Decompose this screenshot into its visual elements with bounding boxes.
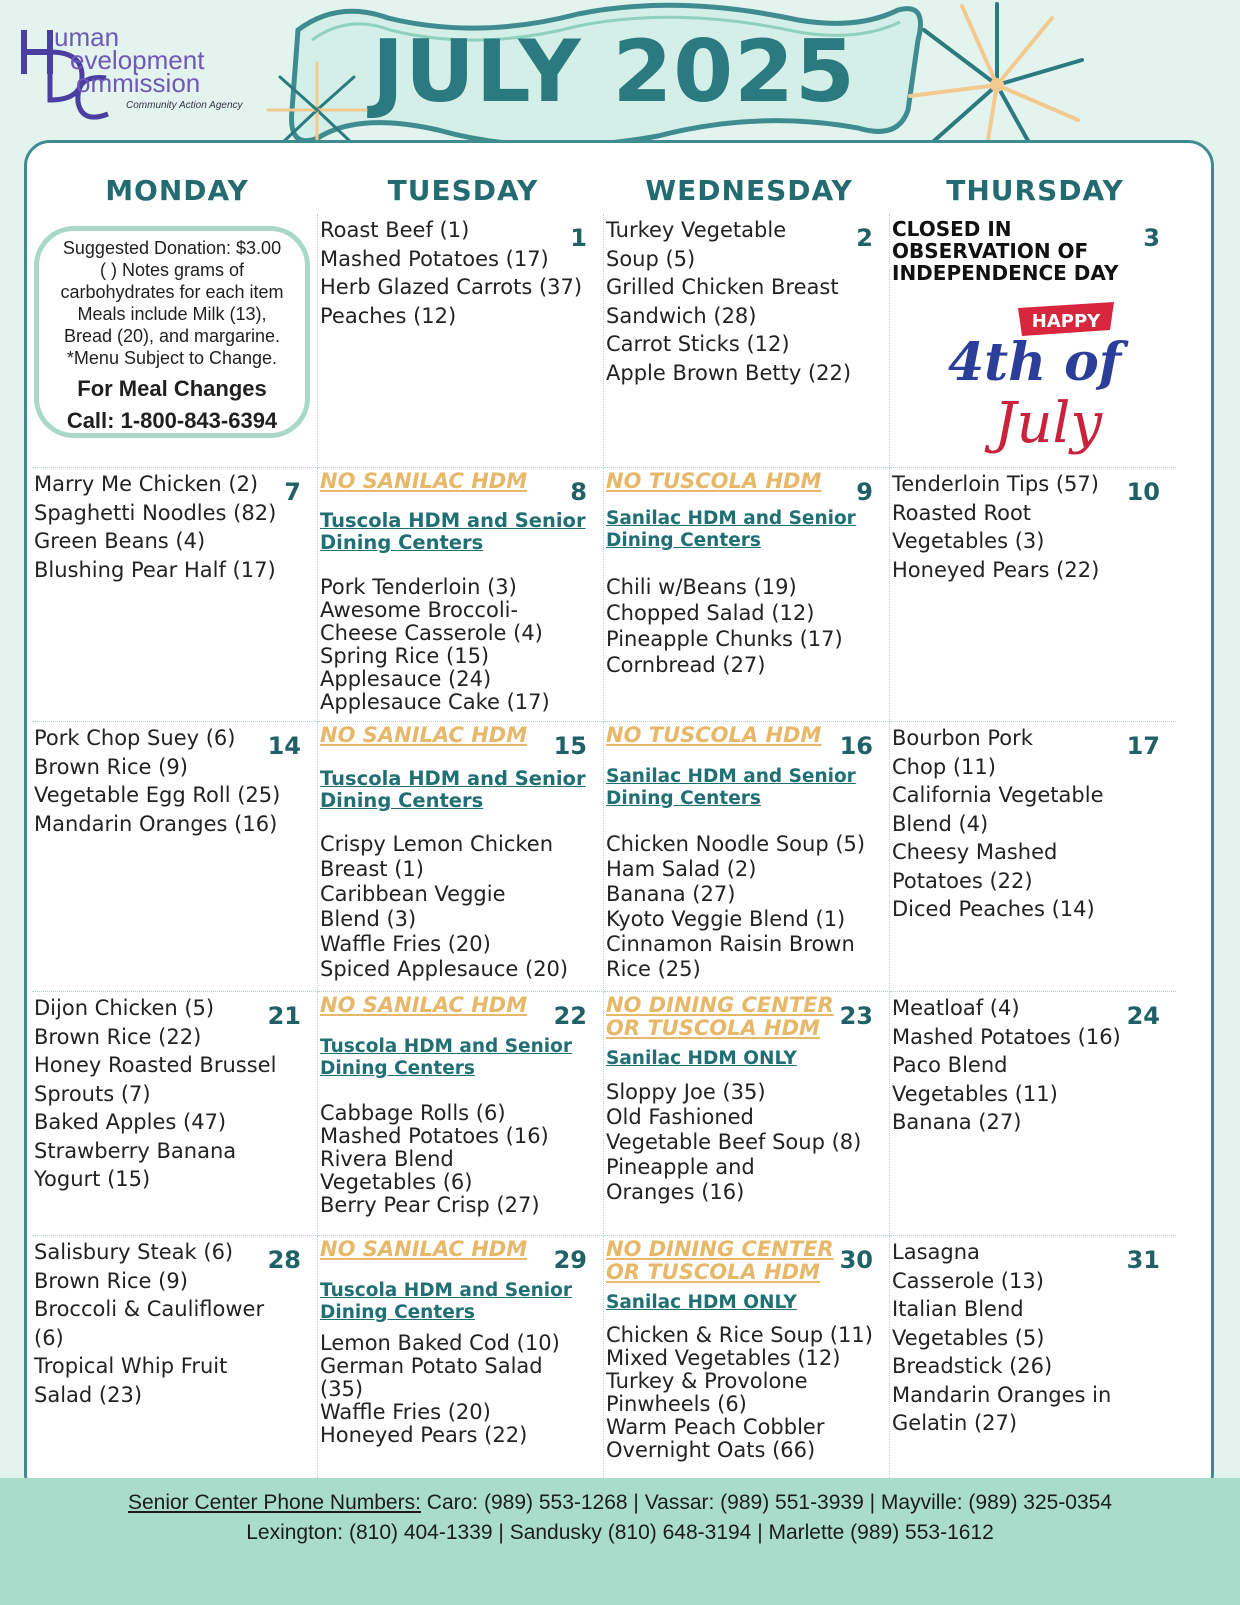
info-line: Meals include Milk (13), xyxy=(77,304,267,324)
service-line: Sanilac HDM and Senior xyxy=(606,508,856,529)
menu-item: Grilled Chicken Breast xyxy=(606,275,839,299)
closed-line: INDEPENDENCE DAY xyxy=(892,261,1119,285)
day-header-thursday: THURSDAY xyxy=(946,174,1124,207)
menu-item: Vegetable Beef Soup (8) xyxy=(606,1130,862,1154)
menu-item: Awesome Broccoli- xyxy=(320,598,519,622)
day-number: 8 xyxy=(570,478,587,506)
menu-item: Overnight Oats (66) xyxy=(606,1438,816,1462)
menu-item: Spaghetti Noodles (82) xyxy=(34,500,277,525)
menu-items xyxy=(34,1238,311,1409)
footer-row-1 xyxy=(0,1488,1240,1518)
menu-items xyxy=(892,724,1170,924)
no-sanilac-notice: NO SANILAC HDM xyxy=(320,723,528,747)
page-title: JULY 2025 xyxy=(372,22,856,122)
menu-item: (35) xyxy=(320,1377,364,1401)
menu-item: Oranges (16) xyxy=(606,1180,745,1204)
menu-item: Chicken & Rice Soup (11) xyxy=(606,1323,873,1347)
menu-item: Salad (23) xyxy=(34,1382,143,1407)
service-line: Tuscola HDM and Senior xyxy=(320,1036,572,1057)
calendar-cell-jul-28 xyxy=(32,1236,318,1478)
menu-item: Mandarin Oranges (16) xyxy=(34,811,278,836)
calendar-cell-jul-22 xyxy=(318,992,604,1236)
service-line: Tuscola HDM and Senior xyxy=(320,767,586,790)
menu-item: Chili w/Beans (19) xyxy=(606,575,797,599)
day-number: 1 xyxy=(570,224,587,252)
closed-line: OBSERVATION OF xyxy=(892,239,1089,263)
menu-item: Pinwheels (6) xyxy=(606,1392,747,1416)
service-line: Sanilac HDM and Senior xyxy=(606,766,856,787)
info-line: Bread (20), and margarine. xyxy=(63,326,281,346)
menu-item: Turkey & Provolone xyxy=(606,1369,808,1393)
menu-item: Lemon Baked Cod (10) xyxy=(320,1331,560,1355)
menu-item: Paco Blend xyxy=(892,1053,1008,1077)
no-sanilac-notice: NO SANILAC HDM xyxy=(320,469,528,493)
menu-items xyxy=(892,470,1170,584)
day-number: 24 xyxy=(1126,1002,1160,1030)
menu-item: Diced Peaches (14) xyxy=(892,897,1095,921)
menu-item: Tenderloin Tips (57) xyxy=(892,472,1099,496)
menu-items xyxy=(606,216,883,387)
info-line: Suggested Donation: $3.00 xyxy=(62,238,282,258)
menu-item: Cinnamon Raisin Brown xyxy=(606,932,855,956)
calendar-cell-jul-14 xyxy=(32,722,318,992)
menu-item: Caribbean Veggie xyxy=(320,882,506,906)
menu-item: Herb Glazed Carrots (37) xyxy=(320,275,583,299)
happy-4th-of-july-graphic xyxy=(938,302,1138,462)
menu-item: Old Fashioned xyxy=(606,1105,754,1129)
menu-item: Honeyed Pears (22) xyxy=(892,557,1100,582)
menu-item: Cheese Casserole (4) xyxy=(320,621,543,645)
menu-item: California Vegetable xyxy=(892,783,1104,807)
info-line: *Menu Subject to Change. xyxy=(66,348,278,368)
notice-line: OR TUSCOLA HDM xyxy=(606,1016,820,1040)
service-line: Dining Centers xyxy=(320,531,484,554)
service-line: Dining Centers xyxy=(320,789,484,812)
notice-line: NO DINING CENTER xyxy=(606,993,834,1017)
menu-item: Mashed Potatoes (17) xyxy=(320,246,549,271)
day-number: 2 xyxy=(856,224,873,252)
menu-item: Carrot Sticks (12) xyxy=(606,332,790,356)
day-number: 29 xyxy=(553,1246,587,1274)
day-number: 21 xyxy=(267,1002,301,1030)
menu-item: Blend (3) xyxy=(320,907,417,931)
menu-item: Vegetables (3) xyxy=(892,529,1045,553)
sanilac-service-label xyxy=(606,508,856,552)
day-number: 31 xyxy=(1126,1246,1160,1274)
menu-item: Pineapple and xyxy=(606,1155,755,1179)
calendar-cell-jul-29 xyxy=(318,1236,604,1478)
menu-item: Marry Me Chicken (2) xyxy=(34,472,259,496)
menu-item: Waffle Fries (20) xyxy=(320,932,491,956)
calendar-cell-jul-23 xyxy=(604,992,890,1236)
menu-item: Green Beans (4) xyxy=(34,529,206,553)
menu-item: Italian Blend xyxy=(892,1297,1024,1321)
day-number: 16 xyxy=(839,732,873,760)
menu-item: Pork Chop Suey (6) xyxy=(34,726,236,750)
menu-item: Peaches (12) xyxy=(320,303,457,328)
calendar-cell-jul-21 xyxy=(32,992,318,1236)
menu-item: Applesauce (24) xyxy=(320,667,492,691)
day-number: 14 xyxy=(267,732,301,760)
calendar-cell-jul-10 xyxy=(890,468,1176,722)
no-dining-notice xyxy=(606,994,834,1040)
menu-items xyxy=(606,574,883,678)
menu-item: Breadstick (26) xyxy=(892,1354,1053,1378)
menu-item: Lasagna xyxy=(892,1240,980,1264)
logo-tagline: Community Action Agency xyxy=(126,100,243,111)
menu-item: Salisbury Steak (6) xyxy=(34,1240,234,1264)
no-sanilac-notice: NO SANILAC HDM xyxy=(320,1237,528,1261)
menu-item: Bourbon Pork xyxy=(892,726,1033,750)
menu-items xyxy=(606,1324,883,1462)
day-number: 22 xyxy=(553,1002,587,1030)
calendar-cell-jul-24 xyxy=(890,992,1176,1236)
calendar-cell-jul-17 xyxy=(890,722,1176,992)
menu-item: Mashed Potatoes (16) xyxy=(892,1024,1121,1049)
menu-item: Vegetables (5) xyxy=(892,1325,1045,1350)
art-text-july: July xyxy=(994,391,1103,456)
menu-item: Honeyed Pears (22) xyxy=(320,1423,528,1447)
menu-item: Vegetable Egg Roll (25) xyxy=(34,783,281,807)
menu-items xyxy=(892,994,1170,1137)
menu-item: Rivera Blend xyxy=(320,1147,454,1171)
day-number: 15 xyxy=(553,732,587,760)
menu-item: Rice (25) xyxy=(606,957,701,981)
footer-row-2: Lexington: (810) 404-1339 | Sandusky (810) 648-3194 | Marlette (989) 553-1612 xyxy=(246,1521,994,1544)
menu-items xyxy=(606,1080,883,1205)
day-header-tuesday: TUESDAY xyxy=(387,174,539,207)
day-number: 3 xyxy=(1143,224,1160,252)
footer-label: Senior Center Phone Numbers: xyxy=(127,1491,421,1514)
menu-item: Applesauce Cake (17) xyxy=(320,690,550,714)
menu-item: Breast (1) xyxy=(320,857,424,881)
day-header-wednesday: WEDNESDAY xyxy=(645,174,853,207)
tuscola-service-label xyxy=(320,510,586,554)
menu-item: Chopped Salad (12) xyxy=(606,601,815,625)
menu-item: Sloppy Joe (35) xyxy=(606,1080,766,1104)
menu-item: Tropical Whip Fruit xyxy=(34,1354,228,1378)
menu-items xyxy=(34,470,311,584)
menu-item: Waffle Fries (20) xyxy=(320,1400,491,1424)
menu-item: Roast Beef (1) xyxy=(320,218,470,242)
menu-item: Spiced Applesauce (20) xyxy=(320,957,569,981)
menu-item: Brown Rice (22) xyxy=(34,1024,202,1049)
art-text-happy: HAPPY xyxy=(1031,311,1101,332)
menu-item: Potatoes (22) xyxy=(892,868,1033,893)
day-header-monday: MONDAY xyxy=(105,174,249,207)
menu-item: Crispy Lemon Chicken xyxy=(320,832,554,856)
menu-item: Mashed Potatoes (16) xyxy=(320,1124,549,1148)
menu-item: Dijon Chicken (5) xyxy=(34,996,215,1020)
menu-item: Cabbage Rolls (6) xyxy=(320,1101,506,1125)
calendar-cell-jul-7 xyxy=(32,468,318,722)
menu-items xyxy=(34,724,311,838)
art-text-4th-of: 4th of xyxy=(948,332,1122,393)
sanilac-only-label: Sanilac HDM ONLY xyxy=(606,1292,797,1313)
menu-item: Soup (5) xyxy=(606,246,696,271)
tuscola-service-label xyxy=(320,1036,572,1080)
menu-item: Broccoli & Cauliflower xyxy=(34,1297,265,1321)
menu-item: Yogurt (15) xyxy=(34,1167,151,1191)
notice-line: OR TUSCOLA HDM xyxy=(606,1260,820,1284)
menu-item: Meatloaf (4) xyxy=(892,996,1020,1020)
menu-items xyxy=(606,832,883,982)
menu-item: Pork Tenderloin (3) xyxy=(320,575,517,599)
menu-items xyxy=(320,1332,597,1447)
menu-item: Blushing Pear Half (17) xyxy=(34,557,276,582)
logo-line-2: evelopment xyxy=(70,45,205,75)
calendar-cell-empty xyxy=(32,214,318,468)
menu-item: Pineapple Chunks (17) xyxy=(606,627,843,651)
menu-item: Mandarin Oranges in xyxy=(892,1382,1112,1407)
menu-item: Spring Rice (15) xyxy=(320,644,490,668)
menu-item: Chop (11) xyxy=(892,754,996,779)
logo-line-1: uman xyxy=(54,22,120,52)
menu-item: Brown Rice (9) xyxy=(34,1268,188,1293)
sanilac-only-label: Sanilac HDM ONLY xyxy=(606,1048,797,1069)
day-number: 10 xyxy=(1126,478,1160,506)
service-line: Dining Centers xyxy=(320,1302,475,1323)
menu-items xyxy=(892,1238,1170,1438)
no-tuscola-notice: NO TUSCOLA HDM xyxy=(606,723,822,747)
menu-item: Brown Rice (9) xyxy=(34,754,188,779)
menu-item: Sandwich (28) xyxy=(606,303,757,328)
tuscola-service-label xyxy=(320,1280,572,1324)
menu-item: Roasted Root xyxy=(892,500,1032,525)
menu-items xyxy=(320,832,597,982)
service-line: Tuscola HDM and Senior xyxy=(320,509,586,532)
menu-items xyxy=(320,576,597,714)
footer-numbers-1: Caro: (989) 553-1268 | Vassar: (989) 551-3939 | Mayville: (989) 325-0354 xyxy=(420,1491,1113,1514)
menu-item: Casserole (13) xyxy=(892,1268,1044,1293)
day-number: 23 xyxy=(839,1002,873,1030)
calendar-cell-jul-16 xyxy=(604,722,890,992)
menu-item: (6) xyxy=(34,1325,64,1350)
menu-item: Baked Apples (47) xyxy=(34,1110,227,1134)
no-sanilac-notice: NO SANILAC HDM xyxy=(320,993,528,1017)
org-logo xyxy=(20,22,260,122)
menu-items xyxy=(320,216,597,330)
calendar-cell-jul-31 xyxy=(890,1236,1176,1478)
menu-item: Cheesy Mashed xyxy=(892,840,1058,864)
menu-item: Chicken Noodle Soup (5) xyxy=(606,832,866,856)
menu-item: Banana (27) xyxy=(606,882,736,906)
sanilac-service-label xyxy=(606,766,856,810)
meal-changes-label: For Meal Changes xyxy=(77,376,267,401)
calendar-cell-jul-15 xyxy=(318,722,604,992)
menu-item: Warm Peach Cobbler xyxy=(606,1415,825,1439)
service-line: Dining Centers xyxy=(606,788,761,809)
menu-item: Berry Pear Crisp (27) xyxy=(320,1193,540,1217)
menu-item: Turkey Vegetable xyxy=(606,218,787,242)
menu-item: Apple Brown Betty (22) xyxy=(606,360,852,385)
menu-item: Strawberry Banana xyxy=(34,1138,237,1163)
calendar-cell-jul-8 xyxy=(318,468,604,722)
menu-item: Kyoto Veggie Blend (1) xyxy=(606,907,846,931)
closed-line: CLOSED IN xyxy=(892,217,1012,241)
logo-line-3: ommission xyxy=(76,68,201,98)
day-number: 7 xyxy=(284,478,301,506)
tuscola-service-label xyxy=(320,768,586,812)
info-line: ( ) Notes grams of xyxy=(99,260,245,280)
menu-items xyxy=(320,1102,597,1217)
calendar-cell-jul-2 xyxy=(604,214,890,468)
menu-item: Mixed Vegetables (12) xyxy=(606,1346,841,1370)
menu-item: Blend (4) xyxy=(892,811,989,836)
day-number: 28 xyxy=(267,1246,301,1274)
menu-item: Sprouts (7) xyxy=(34,1081,151,1106)
menu-item: Honey Roasted Brussel xyxy=(34,1053,277,1077)
day-number: 9 xyxy=(856,478,873,506)
menu-item: Ham Salad (2) xyxy=(606,857,757,881)
calendar-cell-jul-30 xyxy=(604,1236,890,1478)
menu-item: Vegetables (6) xyxy=(320,1170,473,1194)
menu-item: Vegetables (11) xyxy=(892,1081,1058,1106)
menu-items xyxy=(34,994,311,1194)
menu-item: German Potato Salad xyxy=(320,1354,543,1378)
footer-phone-numbers xyxy=(0,1478,1240,1605)
meal-changes-phone: Call: 1-800-843-6394 xyxy=(66,408,278,433)
service-line: Tuscola HDM and Senior xyxy=(320,1280,572,1301)
day-number: 17 xyxy=(1126,732,1160,760)
service-line: Dining Centers xyxy=(320,1058,475,1079)
no-dining-notice xyxy=(606,1238,834,1284)
menu-item: Banana (27) xyxy=(892,1110,1022,1134)
info-line: carbohydrates for each item xyxy=(60,282,284,302)
notice-line: NO DINING CENTER xyxy=(606,1237,834,1261)
no-tuscola-notice: NO TUSCOLA HDM xyxy=(606,469,822,493)
menu-item: Gelatin (27) xyxy=(892,1411,1018,1435)
service-line: Dining Centers xyxy=(606,530,761,551)
calendar-cell-jul-1 xyxy=(318,214,604,468)
day-number: 30 xyxy=(839,1246,873,1274)
menu-item: Cornbread (27) xyxy=(606,653,766,677)
calendar-cell-jul-9 xyxy=(604,468,890,722)
closed-notice xyxy=(892,218,1118,284)
